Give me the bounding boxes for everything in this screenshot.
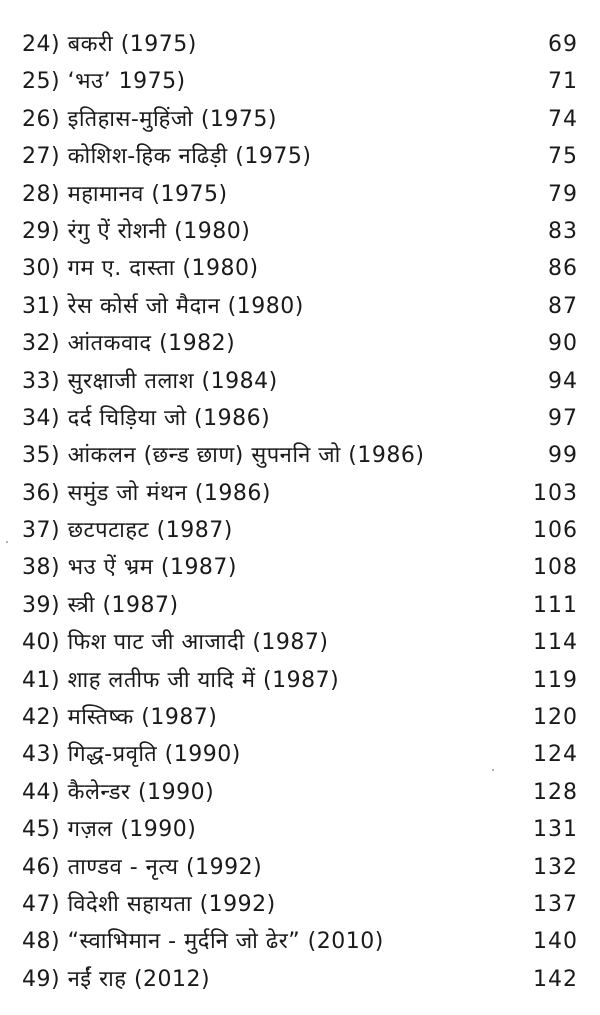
toc-page-number: 114 bbox=[533, 630, 578, 656]
toc-page-number: 106 bbox=[533, 518, 578, 544]
toc-entry-title: 46) ताण्डव - नृत्य (1992) bbox=[22, 854, 263, 880]
toc-row bbox=[0, 662, 600, 699]
toc-entry-title: 44) कैलेन्डर (1990) bbox=[22, 779, 215, 805]
toc-entry-title: 27) कोशिश-हिक नढिड़ी (1975) bbox=[22, 144, 312, 170]
toc-entry-title: 48) “स्वाभिमान - मुर्दनि जो ढेर” (2010) bbox=[22, 929, 384, 955]
toc-row bbox=[0, 250, 600, 287]
toc-row bbox=[0, 400, 600, 437]
toc-entry-title: 49) नईं राह (2012) bbox=[22, 966, 211, 992]
toc-row bbox=[0, 437, 600, 474]
toc-page-number: 90 bbox=[548, 331, 578, 357]
toc-row bbox=[0, 363, 600, 400]
toc-page-number: 86 bbox=[548, 256, 578, 282]
toc-page-number: 120 bbox=[533, 705, 578, 731]
toc-page-number: 94 bbox=[548, 368, 578, 394]
toc-page-number: 74 bbox=[548, 106, 578, 132]
toc-row bbox=[0, 63, 600, 100]
toc-row bbox=[0, 587, 600, 624]
toc-entry-title: 36) समुंड जो मंथन (1986) bbox=[22, 480, 271, 506]
toc-page-number: 140 bbox=[533, 929, 578, 955]
toc-entry-title: 40) फिश पाट जी आजादी (1987) bbox=[22, 630, 329, 656]
toc-row bbox=[0, 101, 600, 138]
toc-page-number: 111 bbox=[533, 592, 578, 618]
toc-entry-title: 38) भउ ऐं भ्रम (1987) bbox=[22, 555, 238, 581]
toc-page-number: 142 bbox=[533, 966, 578, 992]
toc-entry-title: 33) सुरक्षाजी तलाश (1984) bbox=[22, 368, 278, 394]
toc-page-number: 137 bbox=[533, 891, 578, 917]
toc-row bbox=[0, 26, 600, 63]
toc-entry-title: 43) गिद्ध-प्रवृति (1990) bbox=[22, 742, 241, 768]
toc-row bbox=[0, 475, 600, 512]
table-of-contents bbox=[0, 26, 600, 998]
toc-row bbox=[0, 849, 600, 886]
toc-entry-title: 42) मस्तिष्क (1987) bbox=[22, 705, 218, 731]
toc-page-number: 128 bbox=[533, 779, 578, 805]
toc-page-number: 87 bbox=[548, 293, 578, 319]
toc-entry-title: 25) ‘भउ’ 1975) bbox=[22, 69, 186, 95]
toc-row bbox=[0, 961, 600, 998]
toc-row bbox=[0, 923, 600, 960]
toc-row bbox=[0, 624, 600, 661]
toc-entry-title: 41) शाह लतीफ जी यादि में (1987) bbox=[22, 667, 340, 693]
toc-entry-title: 30) गम ए. दास्ता (1980) bbox=[22, 256, 259, 282]
toc-row bbox=[0, 288, 600, 325]
toc-page-number: 99 bbox=[548, 443, 578, 469]
toc-page-number: 79 bbox=[548, 181, 578, 207]
toc-entry-title: 28) महामानव (1975) bbox=[22, 181, 228, 207]
toc-row bbox=[0, 138, 600, 175]
toc-entry-title: 34) दर्द चिड़िया जो (1986) bbox=[22, 405, 271, 431]
toc-entry-title: 31) रेस कोर्स जो मैदान (1980) bbox=[22, 293, 304, 319]
toc-page-number: 131 bbox=[533, 817, 578, 843]
toc-row bbox=[0, 549, 600, 586]
paper-speck bbox=[492, 769, 494, 771]
toc-row bbox=[0, 213, 600, 250]
toc-row bbox=[0, 512, 600, 549]
toc-entry-title: 47) विदेशी सहायता (1992) bbox=[22, 891, 276, 917]
paper-speck bbox=[6, 541, 8, 543]
toc-page-number: 103 bbox=[533, 480, 578, 506]
toc-page-number: 97 bbox=[548, 405, 578, 431]
toc-page-number: 71 bbox=[548, 69, 578, 95]
toc-row bbox=[0, 699, 600, 736]
toc-page-number: 69 bbox=[548, 32, 578, 57]
toc-row bbox=[0, 886, 600, 923]
toc-page-number: 124 bbox=[533, 742, 578, 768]
toc-entry-title: 32) आंतकवाद (1982) bbox=[22, 331, 236, 357]
toc-row bbox=[0, 736, 600, 773]
toc-entry-title: 26) इतिहास-मुहिंजो (1975) bbox=[22, 106, 278, 132]
toc-entry-title: 45) गज़ल (1990) bbox=[22, 817, 197, 843]
toc-row bbox=[0, 176, 600, 213]
toc-page-number: 132 bbox=[533, 854, 578, 880]
toc-page-number: 83 bbox=[548, 218, 578, 244]
toc-entry-title: 35) आंकलन (छन्ड छाण) सुपननि जो (1986) bbox=[22, 443, 425, 469]
toc-row bbox=[0, 325, 600, 362]
toc-page-number: 75 bbox=[548, 144, 578, 170]
toc-page-number: 108 bbox=[533, 555, 578, 581]
toc-entry-title: 24) बकरी (1975) bbox=[22, 32, 197, 57]
toc-page-number: 119 bbox=[533, 667, 578, 693]
toc-row bbox=[0, 774, 600, 811]
toc-entry-title: 37) छटपटाहट (1987) bbox=[22, 518, 233, 544]
toc-entry-title: 39) स्त्री (1987) bbox=[22, 592, 179, 618]
toc-row bbox=[0, 811, 600, 848]
toc-entry-title: 29) रंगु ऐं रोशनी (1980) bbox=[22, 218, 251, 244]
